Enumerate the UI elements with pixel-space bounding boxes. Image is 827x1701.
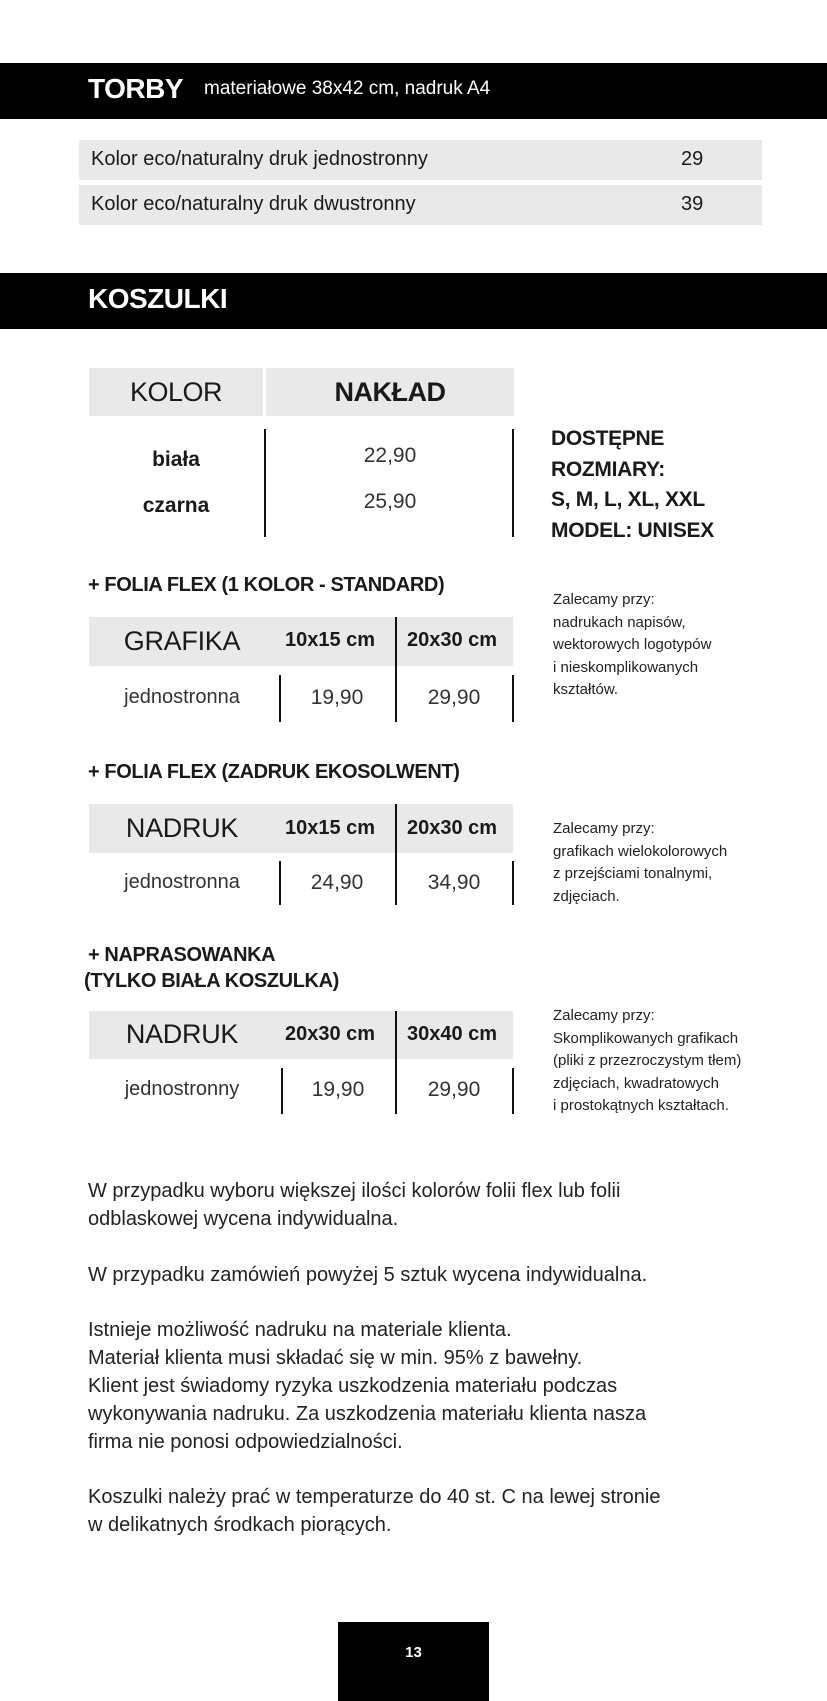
flex2-row-label: jednostronna (124, 871, 240, 893)
table-divider (512, 861, 514, 905)
napras-heading-line: + NAPRASOWANKA (88, 944, 276, 966)
paragraph-line: wykonywania nadruku. Za uszkodzenia materiału klienta nasza (88, 1403, 647, 1425)
paragraph-line: w delikatnych środkach piorących. (88, 1514, 392, 1536)
napras-price: 19,90 (311, 1078, 365, 1101)
page-number: 13 (405, 1644, 422, 1661)
note-line: Skomplikowanych grafikach (553, 1029, 739, 1047)
koszulki-title: KOSZULKI (88, 283, 228, 314)
table-divider (512, 675, 514, 722)
torby-row-label: Kolor eco/naturalny druk jednostronny (91, 148, 428, 170)
note-line: zdjęciach. (553, 887, 620, 905)
note-line: i nieskomplikowanych (553, 658, 699, 676)
flex1-col-header: 20x30 cm (406, 629, 498, 651)
napras-col-header: 30x40 cm (406, 1023, 498, 1045)
paragraph-line: Koszulki należy prać w temperaturze do 40 st. C na lewej stronie (88, 1486, 661, 1508)
flex2-price: 34,90 (427, 871, 481, 894)
paragraph-line: Materiał klienta musi składać się w min. 95% z bawełny. (88, 1347, 583, 1369)
flex2-note (553, 818, 727, 908)
flex2-col-header: 20x30 cm (406, 817, 498, 839)
note-line: Zalecamy przy: (553, 820, 655, 837)
paragraph-washing (88, 1483, 788, 1539)
napras-col-header: 20x30 cm (284, 1023, 376, 1045)
naklad-header-cell (266, 368, 514, 416)
table-divider (395, 1011, 397, 1114)
napras-header-row (89, 1011, 513, 1059)
flex2-col-header: NADRUK (125, 813, 239, 843)
flex1-price: 29,90 (427, 686, 481, 709)
flex1-note (553, 589, 711, 702)
napras-heading (84, 942, 339, 994)
note-line: z przejściami tonalnymi, (553, 865, 713, 882)
torby-subtitle: materiałowe 38x42 cm, nadruk A4 (204, 78, 491, 99)
napras-note (553, 1005, 741, 1118)
table-divider (512, 1068, 514, 1114)
note-line: grafikach wielokolorowych (553, 842, 728, 860)
table-divider (395, 804, 397, 905)
color-label: biała (152, 448, 200, 471)
flex1-col-header: GRAFIKA (123, 626, 241, 656)
flex2-heading: + FOLIA FLEX (ZADRUK EKOSOLWENT) (88, 761, 460, 783)
flex1-col-header: 10x15 cm (284, 629, 376, 651)
sizes-line: S, M, L, XL, XXL (551, 488, 705, 511)
torby-row-label: Kolor eco/naturalny druk dwustronny (91, 193, 416, 215)
note-line: i prostokątnych kształtach. (553, 1097, 729, 1114)
flex2-price: 24,90 (310, 871, 364, 894)
paragraph-quantity (88, 1261, 768, 1289)
note-line: kształtów. (553, 681, 619, 698)
color-price: 22,90 (363, 444, 417, 467)
sizes-info (551, 424, 714, 546)
color-price: 25,90 (363, 490, 417, 513)
napras-row-label: jednostronny (124, 1078, 240, 1100)
torby-row-price: 39 (681, 193, 704, 215)
flex1-header-row (89, 617, 513, 666)
flex1-heading: + FOLIA FLEX (1 KOLOR - STANDARD) (88, 574, 445, 596)
napras-heading-line: (TYLKO BIAŁA KOSZULKA) (84, 970, 339, 992)
paragraph-line: odblaskowej wycena indywidualna. (88, 1208, 399, 1230)
paragraph-line: W przypadku wyboru większej ilości kolorów folii flex lub folii (88, 1180, 621, 1202)
note-line: wektorowych logotypów (553, 636, 712, 653)
torby-row-price: 29 (681, 148, 704, 170)
paragraph-line: W przypadku zamówień powyżej 5 sztuk wycena indywidualna. (88, 1264, 648, 1286)
torby-row (79, 140, 762, 180)
note-line: Zalecamy przy: (553, 591, 655, 608)
sizes-line: ROZMIARY: (551, 457, 665, 481)
paragraph-client-material (88, 1316, 768, 1456)
color-label: czarna (142, 494, 210, 517)
page-number-box (338, 1622, 489, 1701)
napras-price: 29,90 (427, 1078, 481, 1101)
kolor-header-cell (89, 368, 263, 416)
flex1-price: 19,90 (310, 686, 364, 709)
note-line: Zalecamy przy: (553, 1007, 655, 1024)
sizes-line: MODEL: UNISEX (551, 518, 714, 542)
paragraph-line: firma nie ponosi odpowiedzialności. (88, 1431, 403, 1453)
naklad-header: NAKŁAD (334, 377, 446, 407)
torby-title: TORBY (88, 73, 183, 104)
paragraph-line: Klient jest świadomy ryzyka uszkodzenia materiału podczas (88, 1375, 618, 1397)
sizes-line: DOSTĘPNE (551, 427, 665, 450)
note-line: (pliki z przezroczystym tłem) (553, 1052, 742, 1069)
note-line: zdjęciach, kwadratowych (553, 1074, 719, 1092)
kolor-header: KOLOR (129, 377, 223, 407)
flex1-row-label: jednostronna (124, 686, 240, 708)
koszulki-header (0, 273, 827, 329)
flex2-header-row (89, 804, 513, 853)
torby-header (0, 63, 827, 119)
paragraph-line: Istnieje możliwość nadruku na materiale klienta. (88, 1319, 512, 1341)
flex2-col-header: 10x15 cm (284, 817, 376, 839)
napras-col-header: NADRUK (125, 1019, 239, 1049)
paragraph-colors (88, 1177, 768, 1233)
torby-row (79, 185, 762, 225)
table-divider (395, 617, 397, 722)
note-line: nadrukach napisów, (553, 613, 686, 631)
